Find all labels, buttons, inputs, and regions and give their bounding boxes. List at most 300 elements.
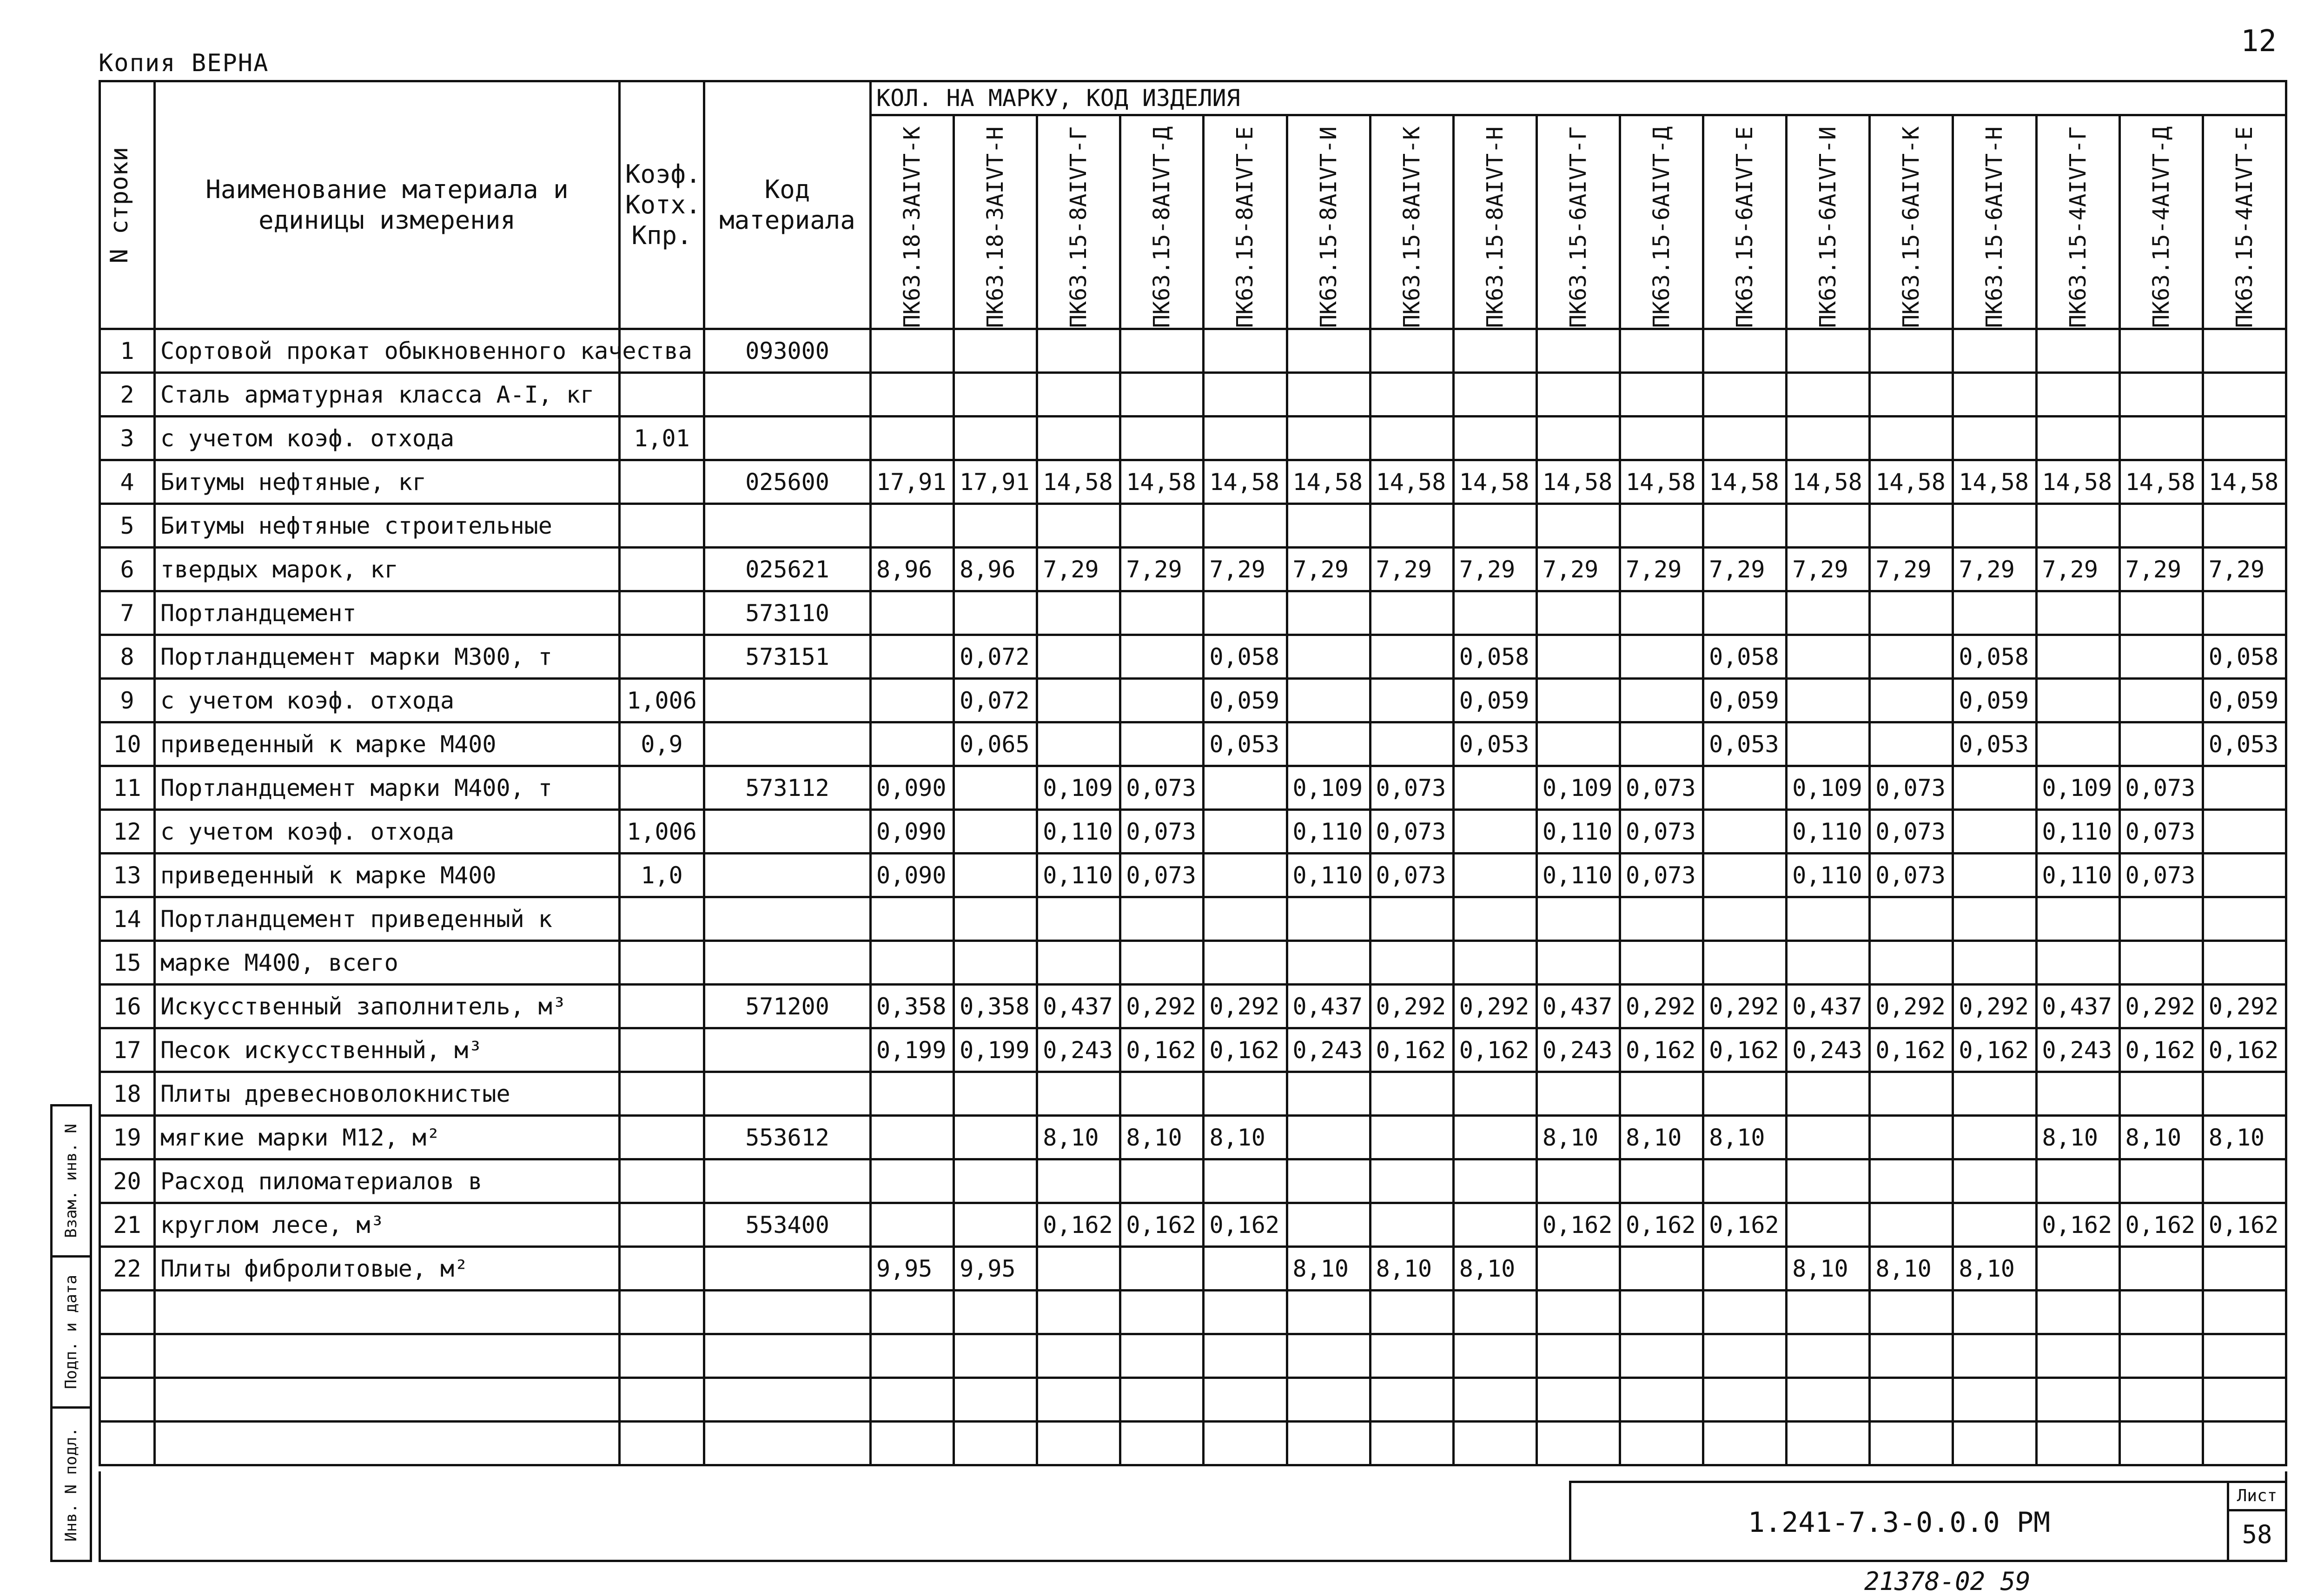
quantity-cell (1037, 1422, 1120, 1465)
sheet-label: Лист (2229, 1483, 2285, 1511)
quantity-cell: 17,91 (871, 460, 954, 504)
material-name: с учетом коэф. отхода (155, 679, 620, 722)
quantity-cell (1620, 417, 1703, 460)
quantity-cell (1204, 1291, 1287, 1334)
material-code (704, 1291, 871, 1334)
quantity-cell (1536, 329, 1620, 373)
quantity-cell: 0,058 (2203, 635, 2286, 679)
quantity-cell (1287, 1159, 1370, 1203)
table-row (100, 1159, 2286, 1203)
row-number: 3 (100, 417, 155, 460)
quantity-cell (2036, 679, 2119, 722)
quantity-cell (1787, 373, 1870, 417)
quantity-cell: 7,29 (2119, 548, 2203, 591)
quantity-cell (1120, 679, 1204, 722)
quantity-cell: 0,162 (1953, 1028, 2036, 1072)
material-code: 553612 (704, 1116, 871, 1159)
quantity-cell (2203, 329, 2286, 373)
product-header (871, 115, 954, 329)
quantity-cell (954, 854, 1037, 897)
side-strip-label: Инв. N подл. (62, 1427, 81, 1542)
quantity-cell (1536, 941, 1620, 985)
side-stamp-strip (50, 1104, 92, 1562)
quantity-cell (1204, 854, 1287, 897)
table-row (100, 1203, 2286, 1247)
material-name: марке М400, всего (155, 941, 620, 985)
quantity-cell (1787, 1422, 1870, 1465)
quantity-cell (2203, 941, 2286, 985)
row-number: 15 (100, 941, 155, 985)
table-row (100, 548, 2286, 591)
quantity-cell (1037, 1159, 1120, 1203)
row-number: 7 (100, 591, 155, 635)
material-name: мягкие марки М12, м² (155, 1116, 620, 1159)
quantity-cell (1037, 897, 1120, 941)
material-name: Песок искусственный, м³ (155, 1028, 620, 1072)
quantity-cell (1870, 1291, 1953, 1334)
material-code (704, 897, 871, 941)
quantity-cell (2203, 417, 2286, 460)
quantity-cell: 9,95 (954, 1247, 1037, 1291)
quantity-cell (1204, 766, 1287, 810)
material-name: Искусственный заполнитель, м³ (155, 985, 620, 1028)
quantity-cell: 0,059 (1953, 679, 2036, 722)
quantity-cell (2203, 1422, 2286, 1465)
quantity-cell (1703, 1334, 1787, 1378)
table-row (100, 897, 2286, 941)
quantity-cell (1703, 941, 1787, 985)
product-code: ПК63.15-6АIVТ-Г (1565, 126, 1591, 328)
quantity-cell (871, 504, 954, 548)
table-row (100, 591, 2286, 635)
quantity-cell: 7,29 (1787, 548, 1870, 591)
quantity-cell (1953, 854, 2036, 897)
quantity-cell: 0,073 (1370, 854, 1453, 897)
material-name: Плиты древесноволокнистые (155, 1072, 620, 1116)
quantity-cell: 0,292 (1703, 985, 1787, 1028)
quantity-cell (1703, 897, 1787, 941)
quantity-cell (1536, 1247, 1620, 1291)
quantity-cell (1370, 329, 1453, 373)
quantity-cell (1953, 1072, 2036, 1116)
quantity-cell (1204, 897, 1287, 941)
quantity-cell (1870, 1116, 1953, 1159)
quantity-cell: 0,199 (871, 1028, 954, 1072)
quantity-cell (1620, 1072, 1703, 1116)
quantity-cell (1787, 1378, 1870, 1422)
table-row (100, 504, 2286, 548)
quantity-cell (2036, 1291, 2119, 1334)
quantity-cell (1453, 897, 1536, 941)
table-row (100, 635, 2286, 679)
quantity-cell: 0,059 (1453, 679, 1536, 722)
quantity-cell (1287, 1334, 1370, 1378)
quantity-cell (1037, 679, 1120, 722)
quantity-cell (954, 1072, 1037, 1116)
quantity-cell: 0,243 (1287, 1028, 1370, 1072)
quantity-cell (954, 1422, 1037, 1465)
quantity-cell: 14,58 (1703, 460, 1787, 504)
material-name: Портландцемент марки М300, т (155, 635, 620, 679)
header-row-group (100, 81, 2286, 115)
quantity-cell (1370, 1422, 1453, 1465)
coefficient (620, 460, 704, 504)
coefficient (620, 941, 704, 985)
quantity-cell (1870, 373, 1953, 417)
quantity-cell (1204, 941, 1287, 985)
quantity-cell (954, 1116, 1037, 1159)
quantity-cell (1370, 504, 1453, 548)
coefficient: 1,006 (620, 810, 704, 854)
table-row (100, 1247, 2286, 1291)
quantity-cell (1453, 1422, 1536, 1465)
material-name: Плиты фибролитовые, м² (155, 1247, 620, 1291)
material-name: Сталь арматурная класса А-I, кг (155, 373, 620, 417)
quantity-cell (1536, 1422, 1620, 1465)
material-code (704, 373, 871, 417)
quantity-cell (1953, 504, 2036, 548)
quantity-cell (1037, 635, 1120, 679)
quantity-cell (1204, 810, 1287, 854)
quantity-cell: 14,58 (1204, 460, 1287, 504)
coefficient (620, 1334, 704, 1378)
quantity-cell: 0,110 (1287, 810, 1370, 854)
side-strip-label: Взам. инв. N (62, 1124, 81, 1238)
quantity-cell (1953, 417, 2036, 460)
quantity-cell (2203, 766, 2286, 810)
material-name: приведенный к марке М400 (155, 722, 620, 766)
quantity-cell (1370, 1072, 1453, 1116)
quantity-cell: 14,58 (2203, 460, 2286, 504)
quantity-cell: 0,110 (1037, 854, 1120, 897)
quantity-cell: 14,58 (1953, 460, 2036, 504)
quantity-cell: 0,058 (1204, 635, 1287, 679)
quantity-cell: 0,292 (1120, 985, 1204, 1028)
material-code (704, 854, 871, 897)
material-code (704, 941, 871, 985)
quantity-cell: 0,292 (1453, 985, 1536, 1028)
quantity-cell: 0,292 (1620, 985, 1703, 1028)
coefficient (620, 1247, 704, 1291)
quantity-cell (1370, 373, 1453, 417)
quantity-cell (1620, 1422, 1703, 1465)
quantity-cell: 0,073 (1870, 854, 1953, 897)
material-code: 025621 (704, 548, 871, 591)
quantity-cell: 9,95 (871, 1247, 954, 1291)
quantity-cell (2036, 504, 2119, 548)
quantity-cell (1370, 1291, 1453, 1334)
table-row (100, 1291, 2286, 1334)
quantity-cell (1703, 329, 1787, 373)
quantity-cell (2203, 1159, 2286, 1203)
material-code (704, 1072, 871, 1116)
quantity-cell (1453, 591, 1536, 635)
quantity-cell (954, 1203, 1037, 1247)
table-row (100, 679, 2286, 722)
material-code: 573110 (704, 591, 871, 635)
quantity-cell: 8,10 (1370, 1247, 1453, 1291)
quantity-cell (1870, 941, 1953, 985)
quantity-cell (1287, 1116, 1370, 1159)
quantity-cell: 8,10 (1453, 1247, 1536, 1291)
quantity-cell: 14,58 (2119, 460, 2203, 504)
row-number (100, 1291, 155, 1334)
quantity-cell (954, 897, 1037, 941)
product-code: ПК63.15-4АIVТ-Г (2065, 126, 2091, 328)
quantity-cell: 0,243 (1037, 1028, 1120, 1072)
table-row (100, 854, 2286, 897)
quantity-cell (871, 897, 954, 941)
coefficient (620, 1291, 704, 1334)
quantity-cell: 0,053 (1204, 722, 1287, 766)
quantity-cell: 0,090 (871, 810, 954, 854)
quantity-cell: 14,58 (2036, 460, 2119, 504)
quantity-cell (1536, 1159, 1620, 1203)
quantity-cell (954, 373, 1037, 417)
quantity-cell (1037, 941, 1120, 985)
quantity-cell: 0,110 (1287, 854, 1370, 897)
quantity-cell (2203, 591, 2286, 635)
table-row (100, 810, 2286, 854)
quantity-cell (2119, 1072, 2203, 1116)
quantity-cell (1287, 373, 1370, 417)
quantity-cell (1703, 1422, 1787, 1465)
quantity-cell (1536, 1072, 1620, 1116)
quantity-cell (1870, 1072, 1953, 1116)
quantity-cell (1370, 417, 1453, 460)
quantity-cell (2203, 897, 2286, 941)
quantity-cell: 0,243 (1536, 1028, 1620, 1072)
quantity-cell (1453, 417, 1536, 460)
material-code (704, 417, 871, 460)
quantity-cell (1037, 1334, 1120, 1378)
product-code: ПК63.18-3АIVТ-Н (982, 126, 1009, 328)
archive-number: 21378-02 59 (1864, 1567, 2031, 1596)
quantity-cell: 0,059 (1703, 679, 1787, 722)
coefficient: 1,006 (620, 679, 704, 722)
quantity-cell (2203, 810, 2286, 854)
quantity-cell: 14,58 (1453, 460, 1536, 504)
row-number: 4 (100, 460, 155, 504)
material-name: Битумы нефтяные, кг (155, 460, 620, 504)
quantity-cell (1204, 1159, 1287, 1203)
side-strip-cell (53, 1106, 90, 1258)
quantity-cell: 0,053 (1703, 722, 1787, 766)
row-number-label: N строки (106, 146, 133, 264)
coefficient (620, 1116, 704, 1159)
material-code: 025600 (704, 460, 871, 504)
quantity-cell (2119, 1159, 2203, 1203)
quantity-cell: 0,073 (1370, 810, 1453, 854)
quantity-cell (1453, 329, 1536, 373)
quantity-cell (1870, 1334, 1953, 1378)
quantity-cell: 0,110 (2036, 810, 2119, 854)
quantity-cell (1787, 897, 1870, 941)
quantity-cell: 0,162 (1703, 1028, 1787, 1072)
quantity-cell (871, 1116, 954, 1159)
material-code: 573112 (704, 766, 871, 810)
product-code: ПК63.15-6АIVТ-И (1815, 126, 1841, 328)
quantity-cell (1120, 722, 1204, 766)
quantity-cell (1370, 897, 1453, 941)
product-code: ПК63.15-8АIVТ-Д (1149, 126, 1175, 328)
material-code (704, 1378, 871, 1422)
quantity-cell (2119, 1422, 2203, 1465)
quantity-cell: 0,073 (1620, 766, 1703, 810)
quantity-cell: 0,437 (1536, 985, 1620, 1028)
quantity-cell (1620, 941, 1703, 985)
quantity-cell (1536, 635, 1620, 679)
quantity-cell (1120, 373, 1204, 417)
quantity-cell: 0,199 (954, 1028, 1037, 1072)
quantity-cell: 0,053 (1953, 722, 2036, 766)
quantity-cell (1620, 679, 1703, 722)
quantity-cell (871, 1291, 954, 1334)
quantity-cell (1870, 504, 1953, 548)
product-header (2203, 115, 2286, 329)
quantity-cell (1787, 679, 1870, 722)
quantity-cell (1953, 1159, 2036, 1203)
quantity-cell (1370, 722, 1453, 766)
quantity-cell (1536, 591, 1620, 635)
material-name: круглом лесе, м³ (155, 1203, 620, 1247)
coefficient (620, 1378, 704, 1422)
quantity-cell (1287, 1203, 1370, 1247)
sheet-number-box (2227, 1481, 2287, 1562)
quantity-cell (1953, 591, 2036, 635)
material-code: 553400 (704, 1203, 871, 1247)
quantity-cell (871, 941, 954, 985)
material-name: с учетом коэф. отхода (155, 417, 620, 460)
table-row (100, 1116, 2286, 1159)
product-code: ПК63.18-3АIVТ-К (899, 126, 926, 328)
quantity-cell: 8,10 (2203, 1116, 2286, 1159)
quantity-cell (2036, 897, 2119, 941)
quantity-cell: 7,29 (1370, 548, 1453, 591)
quantity-cell (871, 373, 954, 417)
quantity-cell: 0,053 (1453, 722, 1536, 766)
quantity-cell: 0,162 (1453, 1028, 1536, 1072)
quantity-cell (1204, 1072, 1287, 1116)
coefficient (620, 1422, 704, 1465)
quantity-cell: 0,437 (1787, 985, 1870, 1028)
quantity-cell (2036, 722, 2119, 766)
quantity-cell (2119, 417, 2203, 460)
quantity-cell (1536, 679, 1620, 722)
quantity-cell (1953, 1422, 2036, 1465)
quantity-cell (1037, 591, 1120, 635)
quantity-cell (2119, 722, 2203, 766)
quantity-cell (1453, 373, 1536, 417)
quantity-cell: 7,29 (1120, 548, 1204, 591)
quantity-cell: 0,162 (2203, 1203, 2286, 1247)
quantity-cell (1870, 329, 1953, 373)
product-header (2119, 115, 2203, 329)
quantity-cell (2036, 941, 2119, 985)
quantity-cell (1287, 897, 1370, 941)
quantity-cell (1120, 1378, 1204, 1422)
quantity-cell (871, 635, 954, 679)
material-name: с учетом коэф. отхода (155, 810, 620, 854)
quantity-cell (871, 1334, 954, 1378)
quantity-cell (1787, 504, 1870, 548)
quantity-cell: 0,073 (2119, 810, 2203, 854)
quantity-cell: 0,109 (1787, 766, 1870, 810)
quantity-cell (1204, 1378, 1287, 1422)
product-header (1287, 115, 1370, 329)
quantity-cell: 0,073 (1370, 766, 1453, 810)
coefficient (620, 373, 704, 417)
quantity-cell: 0,110 (1787, 854, 1870, 897)
quantity-cell (1953, 941, 2036, 985)
quantity-cell: 0,292 (1953, 985, 2036, 1028)
quantity-cell (954, 1159, 1037, 1203)
material-name (155, 1334, 620, 1378)
quantity-cell: 0,358 (954, 985, 1037, 1028)
quantity-cell: 17,91 (954, 460, 1037, 504)
quantity-cell: 0,292 (2119, 985, 2203, 1028)
quantity-cell: 0,162 (1870, 1028, 1953, 1072)
quantity-cell (1453, 1159, 1536, 1203)
quantity-cell (1620, 504, 1703, 548)
coef-header-label: Коэф. Котх. Кпр. (625, 159, 701, 250)
row-number: 12 (100, 810, 155, 854)
quantity-cell (871, 417, 954, 460)
quantity-cell (1370, 679, 1453, 722)
coefficient: 1,01 (620, 417, 704, 460)
quantity-cell (1453, 1116, 1536, 1159)
quantity-cell (1204, 1334, 1287, 1378)
coefficient (620, 591, 704, 635)
quantity-cell (1953, 897, 2036, 941)
product-code: ПК63.15-8АIVТ-Е (1232, 126, 1258, 328)
quantity-cell (1453, 766, 1536, 810)
quantity-cell: 8,10 (2119, 1116, 2203, 1159)
quantity-cell: 14,58 (1787, 460, 1870, 504)
quantity-cell (1120, 329, 1204, 373)
quantity-cell (1120, 1422, 1204, 1465)
quantity-cell: 7,29 (1953, 548, 2036, 591)
quantity-cell (1870, 1203, 1953, 1247)
product-code: ПК63.15-8АIVТ-Г (1066, 126, 1092, 328)
quantity-cell (1536, 1334, 1620, 1378)
quantity-cell: 0,072 (954, 679, 1037, 722)
quantity-cell (1453, 504, 1536, 548)
quantity-cell: 0,437 (1037, 985, 1120, 1028)
quantity-cell (1787, 329, 1870, 373)
material-name: приведенный к марке М400 (155, 854, 620, 897)
quantity-cell (871, 722, 954, 766)
quantity-cell: 14,58 (1370, 460, 1453, 504)
coefficient (620, 766, 704, 810)
coefficient (620, 1159, 704, 1203)
quantity-cell (1703, 1072, 1787, 1116)
coef-header (620, 81, 704, 329)
quantity-cell: 7,29 (1287, 548, 1370, 591)
quantity-cell (1120, 504, 1204, 548)
quantity-cell (1120, 1072, 1204, 1116)
coefficient (620, 1028, 704, 1072)
table-row (100, 460, 2286, 504)
quantity-cell: 0,109 (2036, 766, 2119, 810)
quantity-cell (1453, 1203, 1536, 1247)
quantity-cell: 0,109 (1536, 766, 1620, 810)
quantity-cell (1287, 635, 1370, 679)
quantity-cell: 0,073 (1120, 766, 1204, 810)
quantity-cell (871, 1203, 954, 1247)
table-row (100, 417, 2286, 460)
quantity-cell (1120, 1291, 1204, 1334)
